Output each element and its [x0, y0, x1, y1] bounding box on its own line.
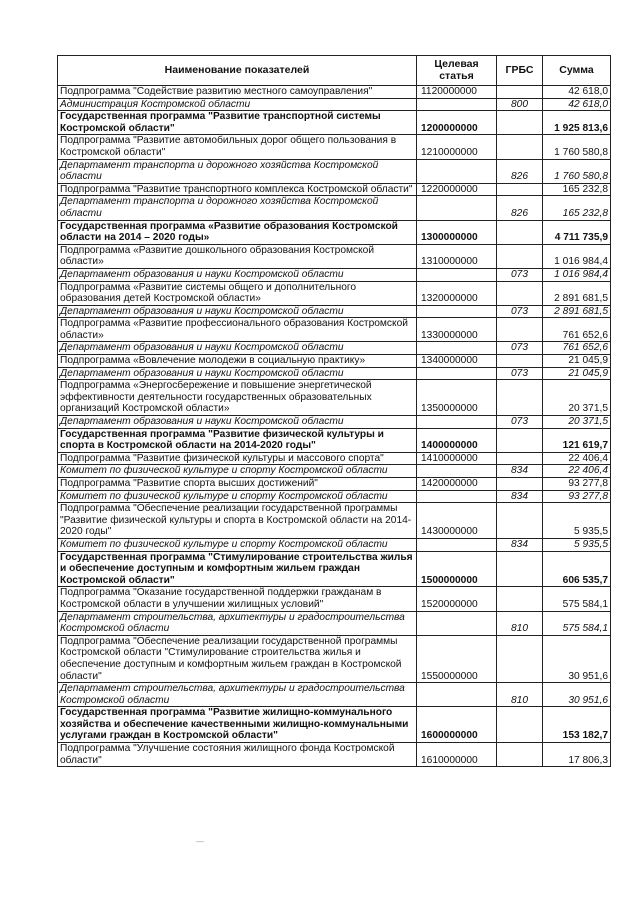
- cell-sum: 153 182,7: [543, 707, 611, 743]
- table-body: [58, 86, 611, 767]
- cell-grbs: [497, 635, 543, 682]
- cell-grbs: 810: [497, 683, 543, 707]
- cell-grbs: [497, 220, 543, 244]
- cell-code: 1220000000: [417, 183, 497, 196]
- cell-code: [417, 342, 497, 355]
- cell-sum: 42 618,0: [543, 98, 611, 111]
- table-row: [58, 86, 611, 99]
- cell-sum: 22 406,4: [543, 452, 611, 465]
- cell-code: 1430000000: [417, 503, 497, 539]
- cell-grbs: 826: [497, 159, 543, 183]
- table-row: [58, 268, 611, 281]
- cell-sum: 1 760 580,8: [543, 159, 611, 183]
- cell-grbs: 073: [497, 367, 543, 380]
- cell-code: 1320000000: [417, 281, 497, 305]
- cell-name: Комитет по физической культуре и спорту Костромской области: [58, 465, 417, 478]
- cell-grbs: [497, 111, 543, 135]
- cell-code: 1410000000: [417, 452, 497, 465]
- cell-grbs: [497, 478, 543, 491]
- cell-code: [417, 538, 497, 551]
- table-row: [58, 220, 611, 244]
- table-row: [58, 305, 611, 318]
- cell-name: Подпрограмма «Развитие дошкольного образования Костромской области»: [58, 244, 417, 268]
- cell-code: [417, 196, 497, 220]
- page-mark: —: [196, 837, 204, 846]
- table-row: [58, 452, 611, 465]
- cell-code: 1520000000: [417, 587, 497, 611]
- header-name: Наименование показателей: [58, 56, 417, 86]
- table-row: [58, 683, 611, 707]
- cell-name: Государственная программа "Стимулирование строительства жилья и обеспечение доступным и комфортным жильем граждан Костромской области": [58, 551, 417, 587]
- header-sum: Сумма: [543, 56, 611, 86]
- cell-sum: 17 806,3: [543, 743, 611, 767]
- cell-grbs: [497, 135, 543, 159]
- cell-code: [417, 611, 497, 635]
- cell-code: 1610000000: [417, 743, 497, 767]
- cell-sum: 21 045,9: [543, 367, 611, 380]
- table-row: [58, 428, 611, 452]
- cell-code: 1550000000: [417, 635, 497, 682]
- cell-grbs: [497, 587, 543, 611]
- cell-sum: 30 951,6: [543, 683, 611, 707]
- cell-code: [417, 305, 497, 318]
- cell-code: [417, 98, 497, 111]
- table-row: [58, 342, 611, 355]
- cell-name: Государственная программа "Развитие транспортной системы Костромской области": [58, 111, 417, 135]
- cell-sum: 1 016 984,4: [543, 268, 611, 281]
- cell-name: Департамент образования и науки Костромской области: [58, 342, 417, 355]
- cell-name: Департамент транспорта и дорожного хозяйства Костромской области: [58, 196, 417, 220]
- table-row: [58, 551, 611, 587]
- cell-grbs: [497, 380, 543, 416]
- cell-name: Подпрограмма "Обеспечение реализации государственной программы Костромской области "Стимулирование строительства жилья и обеспечение доступным и комфортным жильем граждан в Костромской области": [58, 635, 417, 682]
- cell-grbs: [497, 503, 543, 539]
- cell-grbs: 834: [497, 465, 543, 478]
- table-row: [58, 380, 611, 416]
- table-row: [58, 478, 611, 491]
- cell-name: Департамент образования и науки Костромской области: [58, 367, 417, 380]
- cell-grbs: [497, 244, 543, 268]
- cell-name: Подпрограмма «Развитие профессионального образования Костромской области»: [58, 318, 417, 342]
- budget-table: [57, 55, 611, 767]
- cell-code: [417, 416, 497, 429]
- cell-grbs: 834: [497, 490, 543, 503]
- cell-sum: 30 951,6: [543, 635, 611, 682]
- cell-grbs: [497, 318, 543, 342]
- cell-name: Комитет по физической культуре и спорту Костромской области: [58, 490, 417, 503]
- cell-code: 1120000000: [417, 86, 497, 99]
- cell-grbs: 800: [497, 98, 543, 111]
- cell-sum: 761 652,6: [543, 318, 611, 342]
- cell-grbs: [497, 355, 543, 368]
- header-row: [58, 56, 611, 86]
- cell-name: Подпрограмма "Развитие спорта высших достижений": [58, 478, 417, 491]
- cell-sum: 606 535,7: [543, 551, 611, 587]
- cell-sum: 165 232,8: [543, 196, 611, 220]
- cell-code: [417, 159, 497, 183]
- cell-sum: 4 711 735,9: [543, 220, 611, 244]
- table-row: [58, 244, 611, 268]
- table-row: [58, 318, 611, 342]
- cell-sum: 93 277,8: [543, 478, 611, 491]
- cell-sum: 165 232,8: [543, 183, 611, 196]
- table-row: [58, 707, 611, 743]
- cell-sum: 5 935,5: [543, 503, 611, 539]
- cell-grbs: [497, 452, 543, 465]
- cell-sum: 21 045,9: [543, 355, 611, 368]
- cell-code: [417, 683, 497, 707]
- table-row: [58, 611, 611, 635]
- cell-grbs: [497, 281, 543, 305]
- cell-name: Подпрограмма «Энергосбережение и повышение энергетической эффективности деятельности государственных образовательных организаций Костромской области»: [58, 380, 417, 416]
- cell-code: [417, 268, 497, 281]
- table-row: [58, 635, 611, 682]
- cell-grbs: 073: [497, 342, 543, 355]
- cell-name: Государственная программа «Развитие образования Костромской области на 2014 – 2020 годы»: [58, 220, 417, 244]
- table-row: [58, 281, 611, 305]
- table-row: [58, 183, 611, 196]
- table-row: [58, 367, 611, 380]
- cell-code: 1330000000: [417, 318, 497, 342]
- cell-grbs: 834: [497, 538, 543, 551]
- cell-name: Подпрограмма "Оказание государственной поддержки гражданам в Костромской области в улучшении жилищных условий": [58, 587, 417, 611]
- cell-sum: 1 760 580,8: [543, 135, 611, 159]
- cell-code: 1300000000: [417, 220, 497, 244]
- table-row: [58, 355, 611, 368]
- cell-code: 1420000000: [417, 478, 497, 491]
- cell-sum: 22 406,4: [543, 465, 611, 478]
- cell-name: Подпрограмма «Вовлечение молодежи в социальную практику»: [58, 355, 417, 368]
- table-row: [58, 159, 611, 183]
- cell-code: 1210000000: [417, 135, 497, 159]
- cell-sum: 93 277,8: [543, 490, 611, 503]
- table-row: [58, 503, 611, 539]
- cell-grbs: [497, 428, 543, 452]
- cell-code: 1400000000: [417, 428, 497, 452]
- cell-name: Департамент транспорта и дорожного хозяйства Костромской области: [58, 159, 417, 183]
- cell-name: Государственная программа "Развитие физической культуры и спорта в Костромской области на 2014-2020 годы": [58, 428, 417, 452]
- cell-name: Департамент образования и науки Костромской области: [58, 305, 417, 318]
- cell-code: 1500000000: [417, 551, 497, 587]
- cell-grbs: [497, 183, 543, 196]
- cell-name: Департамент строительства, архитектуры и градостроительства Костромской области: [58, 611, 417, 635]
- table-row: [58, 465, 611, 478]
- table-row: [58, 196, 611, 220]
- cell-name: Подпрограмма "Содействие развитию местного самоуправления": [58, 86, 417, 99]
- cell-sum: 2 891 681,5: [543, 281, 611, 305]
- cell-name: Подпрограмма "Улучшение состояния жилищного фонда Костромской области": [58, 743, 417, 767]
- cell-grbs: 073: [497, 416, 543, 429]
- cell-sum: 575 584,1: [543, 611, 611, 635]
- cell-sum: 1 925 813,6: [543, 111, 611, 135]
- cell-code: 1600000000: [417, 707, 497, 743]
- cell-grbs: 810: [497, 611, 543, 635]
- cell-name: Департамент образования и науки Костромской области: [58, 268, 417, 281]
- table-row: [58, 416, 611, 429]
- cell-grbs: [497, 86, 543, 99]
- table-row: [58, 490, 611, 503]
- table-row: [58, 135, 611, 159]
- cell-grbs: 073: [497, 305, 543, 318]
- cell-sum: 20 371,5: [543, 380, 611, 416]
- cell-grbs: [497, 743, 543, 767]
- cell-grbs: 073: [497, 268, 543, 281]
- cell-sum: 761 652,6: [543, 342, 611, 355]
- cell-sum: 1 016 984,4: [543, 244, 611, 268]
- cell-name: Подпрограмма "Развитие транспортного комплекса Костромской области": [58, 183, 417, 196]
- cell-sum: 575 584,1: [543, 587, 611, 611]
- cell-code: 1350000000: [417, 380, 497, 416]
- table-row: [58, 538, 611, 551]
- cell-name: Комитет по физической культуре и спорту Костромской области: [58, 538, 417, 551]
- cell-name: Государственная программа "Развитие жилищно-коммунального хозяйства и обеспечение качественными жилищно-коммунальными услугами граждан в Костромской области": [58, 707, 417, 743]
- cell-name: Подпрограмма "Развитие физической культуры и массового спорта": [58, 452, 417, 465]
- cell-code: 1340000000: [417, 355, 497, 368]
- cell-code: 1310000000: [417, 244, 497, 268]
- cell-name: Подпрограмма "Развитие автомобильных дорог общего пользования в Костромской области": [58, 135, 417, 159]
- header-code: Целевая статья: [417, 56, 497, 86]
- table-row: [58, 743, 611, 767]
- cell-sum: 42 618,0: [543, 86, 611, 99]
- cell-name: Департамент образования и науки Костромской области: [58, 416, 417, 429]
- cell-code: [417, 367, 497, 380]
- cell-grbs: 826: [497, 196, 543, 220]
- header-grbs: ГРБС: [497, 56, 543, 86]
- cell-grbs: [497, 551, 543, 587]
- table-row: [58, 111, 611, 135]
- cell-sum: 121 619,7: [543, 428, 611, 452]
- cell-sum: 2 891 681,5: [543, 305, 611, 318]
- cell-code: [417, 465, 497, 478]
- cell-name: Департамент строительства, архитектуры и градостроительства Костромской области: [58, 683, 417, 707]
- cell-name: Администрация Костромской области: [58, 98, 417, 111]
- table-row: [58, 98, 611, 111]
- cell-name: Подпрограмма «Развитие системы общего и дополнительного образования детей Костромской области»: [58, 281, 417, 305]
- cell-sum: 5 935,5: [543, 538, 611, 551]
- cell-name: Подпрограмма "Обеспечение реализации государственной программы "Развитие физической культуры и спорта в Костромской области на 2014-2020 годы": [58, 503, 417, 539]
- cell-grbs: [497, 707, 543, 743]
- cell-code: 1200000000: [417, 111, 497, 135]
- table-header: [58, 56, 611, 86]
- cell-code: [417, 490, 497, 503]
- cell-sum: 20 371,5: [543, 416, 611, 429]
- table-row: [58, 587, 611, 611]
